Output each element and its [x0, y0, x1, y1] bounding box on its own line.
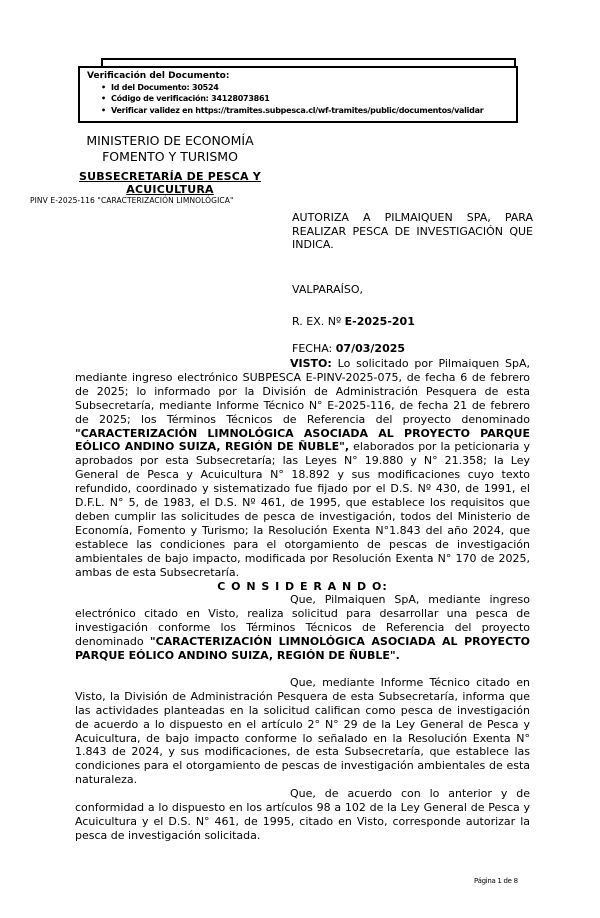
resolution-number-value: E-2025-201 [344, 315, 415, 328]
resolution-date-label: FECHA: [292, 342, 336, 355]
resolution-date-value: 07/03/2025 [335, 342, 406, 355]
verification-item-code: • Código de verificación: 34128073861 [87, 93, 511, 104]
page-indicator: Página 1 de 8 [474, 877, 518, 885]
verification-stamp [78, 58, 520, 124]
visto-paragraph [75, 357, 530, 580]
considerando-heading: C O N S I D E R A N D O: [217, 579, 388, 593]
visto-label: VISTO: [290, 357, 332, 370]
verification-title: Verificación del Documento: [87, 71, 230, 81]
visto-text-2: elaborados por la peticionaria y aprobados por esta Subsecretaría; las Leyes N° 19.880 y N° 21.358; la Ley General de Pesca y Acuicultura N° 18.892 y sus modificaciones cuyo texto refundido, coordinado y sistematizado fue fijado por el D.S. Nº 430, de 1991, el D.F.L. N° 5, de 1983, el D.S. Nº 461, de 1995, que establece los requisitos que deben cumplir las solicitudes de pesca de investigación, todos del Ministerio de Economía, Fomento y Turismo; la Resolución Exenta N°1.843 del año 2024, que establece las condiciones para el otorgamiento de pescas de investigación ambientales de bajo impacto, modificada por Resolución Exenta N° 170 de 2025, ambas de esta Subsecretaría. [75, 440, 530, 579]
considerando-paragraph-3: Que, de acuerdo con lo anterior y de conformidad a lo dispuesto en los artículos 98 a 102 de la Ley General de Pesca y Acuicultura y el D.S. N° 461, de 1995, citado en Visto, corresponde autorizar la pesca de investigación solicitada. [75, 787, 530, 842]
verification-item-url: • Verificar validez en https://tramites.subpesca.cl/wf-tramites/public/documentos/validar [87, 105, 511, 116]
considerando-paragraph-2: Que, mediante Informe Técnico citado en Visto, la División de Administración Pesquera de esta Subsecretaría, informa que las actividades planteadas en la solicitud califican como pesca de investigación de acuerdo a lo dispuesto en el artículo 2° N° 29 de la Ley General de Pesca y Acuicultura, de bajo impacto conforme lo señalado en la Resolución Exenta N° 1.843 de 2024, y sus modificaciones, de esta Subsecretaría, que establece las condiciones para el otorgamiento de pescas de investigación ambientales de esta naturaleza. [75, 675, 530, 787]
resolution-subject: AUTORIZA A PILMAIQUEN SPA, PARA REALIZAR PESCA DE INVESTIGACIÓN QUE INDICA. [292, 211, 533, 251]
city-line: VALPARAÍSO, [292, 283, 364, 296]
verification-box [78, 66, 518, 123]
considerando-1-project-title: "CARACTERIZACIÓN LIMNOLÓGICA ASOCIADA AL PROYECTO PARQUE EÓLICO ANDINO SUIZA, REGIÓN DE ÑUBLE". [75, 635, 530, 663]
letterhead [40, 133, 300, 196]
considerando-paragraph-1 [75, 593, 530, 663]
verification-item-document-id: • Id del Documento: 30524 [87, 82, 511, 93]
subsecretariat-name-line2: ACUICULTURA [126, 182, 214, 196]
file-reference: PINV E-2025-116 "CARACTERIZACIÓN LIMNOLÓGICA" [30, 196, 234, 205]
resolution-date [292, 342, 405, 355]
resolution-number-label: R. EX. Nº [292, 315, 345, 328]
document-body [75, 357, 530, 843]
visto-project-title: "CARACTERIZACIÓN LIMNOLÓGICA ASOCIADA AL PROYECTO PARQUE EÓLICO ANDINO SUIZA, REGIÓN DE ÑUBLE", [75, 426, 530, 454]
verification-list [87, 82, 511, 116]
considerando-1-text: Que, Pilmaiquen SpA, mediante ingreso electrónico citado en Visto, realiza solicitud para desarrollar una pesca de investigación conforme los Términos Técnicos de Referencia del proyecto denominado [75, 593, 530, 649]
ministry-name-line1: MINISTERIO DE ECONOMÍA [86, 133, 254, 148]
ministry-name-line2: FOMENTO Y TURISMO [102, 148, 238, 164]
subsecretariat-name-line1: SUBSECRETARÍA DE PESCA Y [79, 170, 261, 183]
resolution-number [292, 315, 415, 328]
visto-text-1: Lo solicitado por Pilmaiquen SpA, mediante ingreso electrónico SUBPESCA E-PINV-2025-075, de fecha 6 de febrero de 2025; lo informado por la División de Administración Pesquera de esta Subsecretaría, mediante Informe Técnico N° E-2025-116, de fecha 21 de febrero de 2025; los Términos Técnicos de Referencia del proyecto denominado [75, 357, 530, 426]
